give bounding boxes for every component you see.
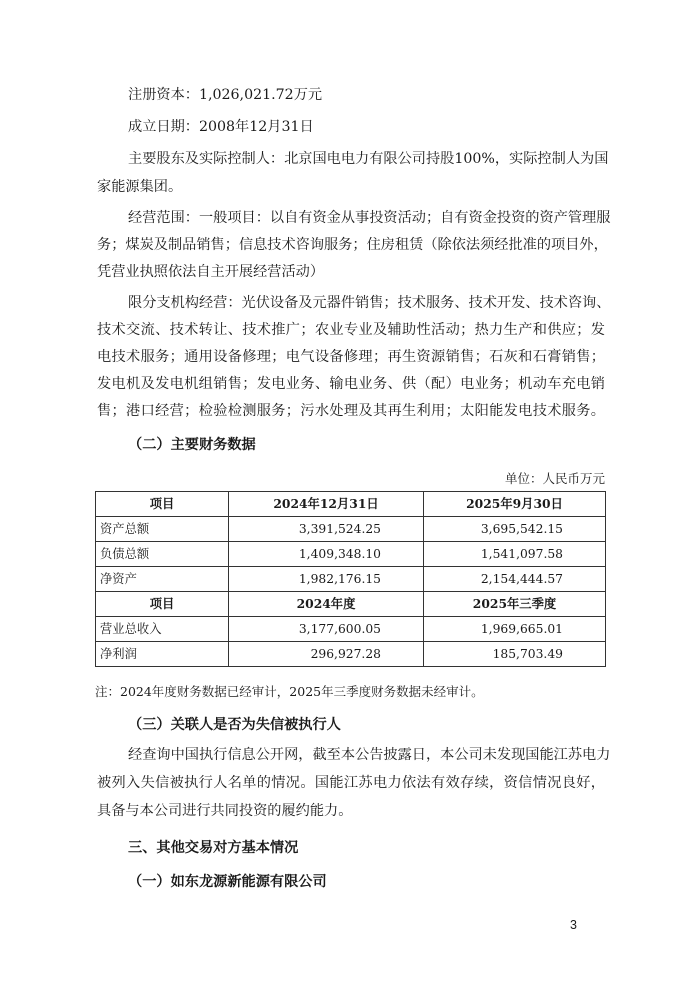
cell-value: 2,154,444.57 bbox=[424, 567, 606, 592]
table-row bbox=[96, 642, 606, 667]
table-header-cell: 2024年度 bbox=[229, 592, 424, 617]
shareholder-line-1: 主要股东及实际控制人：北京国电电力有限公司持股100%，实际控制人为国 bbox=[128, 151, 609, 167]
row-label: 资产总额 bbox=[96, 517, 229, 542]
table-row bbox=[96, 567, 606, 592]
table-row bbox=[96, 617, 606, 642]
cell-value: 185,703.49 bbox=[424, 642, 606, 667]
other-heading: 三、其他交易对方基本情况 bbox=[128, 840, 299, 856]
row-label: 净利润 bbox=[96, 642, 229, 667]
branch-scope-line-5: 售；港口经营；检验检测服务；污水处理及其再生利用；太阳能发电技术服务。 bbox=[97, 403, 605, 419]
unit-label: 单位：人民币万元 bbox=[504, 471, 605, 486]
table-header-row bbox=[96, 492, 606, 517]
page-number: 3 bbox=[570, 918, 577, 932]
row-label: 负债总额 bbox=[96, 542, 229, 567]
table-header-cell: 2025年9月30日 bbox=[424, 492, 606, 517]
cell-value: 1,969,665.01 bbox=[424, 617, 606, 642]
branch-scope-line-2: 技术交流、技术转让、技术推广；农业专业及辅助性活动；热力生产和供应；发 bbox=[97, 322, 605, 338]
shareholder-line-2: 家能源集团。 bbox=[97, 179, 183, 195]
table-header-cell: 项目 bbox=[96, 592, 229, 617]
branch-scope-line-1: 限分支机构经营：光伏设备及元器件销售；技术服务、技术开发、技术咨询、 bbox=[128, 295, 611, 311]
table-header-cell: 项目 bbox=[96, 492, 229, 517]
table-row bbox=[96, 517, 606, 542]
table-header-row bbox=[96, 592, 606, 617]
other-subheading: （一）如东龙源新能源有限公司 bbox=[128, 874, 327, 890]
cell-value: 3,177,600.05 bbox=[229, 617, 424, 642]
cell-value: 296,927.28 bbox=[229, 642, 424, 667]
table-note: 注：2024年度财务数据已经审计，2025年三季度财务数据未经审计。 bbox=[95, 684, 484, 699]
dishonest-line-3: 具备与本公司进行共同投资的履约能力。 bbox=[97, 803, 353, 819]
table-header-cell: 2025年三季度 bbox=[424, 592, 606, 617]
cell-value: 1,982,176.15 bbox=[229, 567, 424, 592]
row-label: 净资产 bbox=[96, 567, 229, 592]
dishonest-heading: （三）关联人是否为失信被执行人 bbox=[128, 717, 341, 733]
branch-scope-line-3: 电技术服务；通用设备修理；电气设备修理；再生资源销售；石灰和石膏销售； bbox=[97, 349, 605, 365]
registered-capital: 注册资本：1,026,021.72万元 bbox=[128, 87, 323, 103]
cell-value: 3,695,542.15 bbox=[424, 517, 606, 542]
financial-heading: （二）主要财务数据 bbox=[128, 437, 256, 453]
cell-value: 1,409,348.10 bbox=[229, 542, 424, 567]
scope-line-1: 经营范围：一般项目：以自有资金从事投资活动；自有资金投资的资产管理服 bbox=[128, 210, 611, 226]
established-date: 成立日期：2008年12月31日 bbox=[128, 119, 314, 135]
table-row bbox=[96, 542, 606, 567]
scope-line-2: 务；煤炭及制品销售；信息技术咨询服务；住房租赁（除依法须经批准的项目外， bbox=[97, 237, 608, 253]
row-label: 营业总收入 bbox=[96, 617, 229, 642]
financial-table bbox=[95, 491, 606, 667]
cell-value: 3,391,524.25 bbox=[229, 517, 424, 542]
scope-line-3: 凭营业执照依法自主开展经营活动） bbox=[97, 264, 325, 280]
cell-value: 1,541,097.58 bbox=[424, 542, 606, 567]
dishonest-line-2: 被列入失信被执行人名单的情况。国能江苏电力依法有效存续，资信情况良好， bbox=[97, 775, 605, 791]
table-header-cell: 2024年12月31日 bbox=[229, 492, 424, 517]
dishonest-line-1: 经查询中国执行信息公开网，截至本公告披露日，本公司未发现国能江苏电力 bbox=[128, 747, 611, 763]
branch-scope-line-4: 发电机及发电机组销售；发电业务、输电业务、供（配）电业务；机动车充电销 bbox=[97, 376, 605, 392]
